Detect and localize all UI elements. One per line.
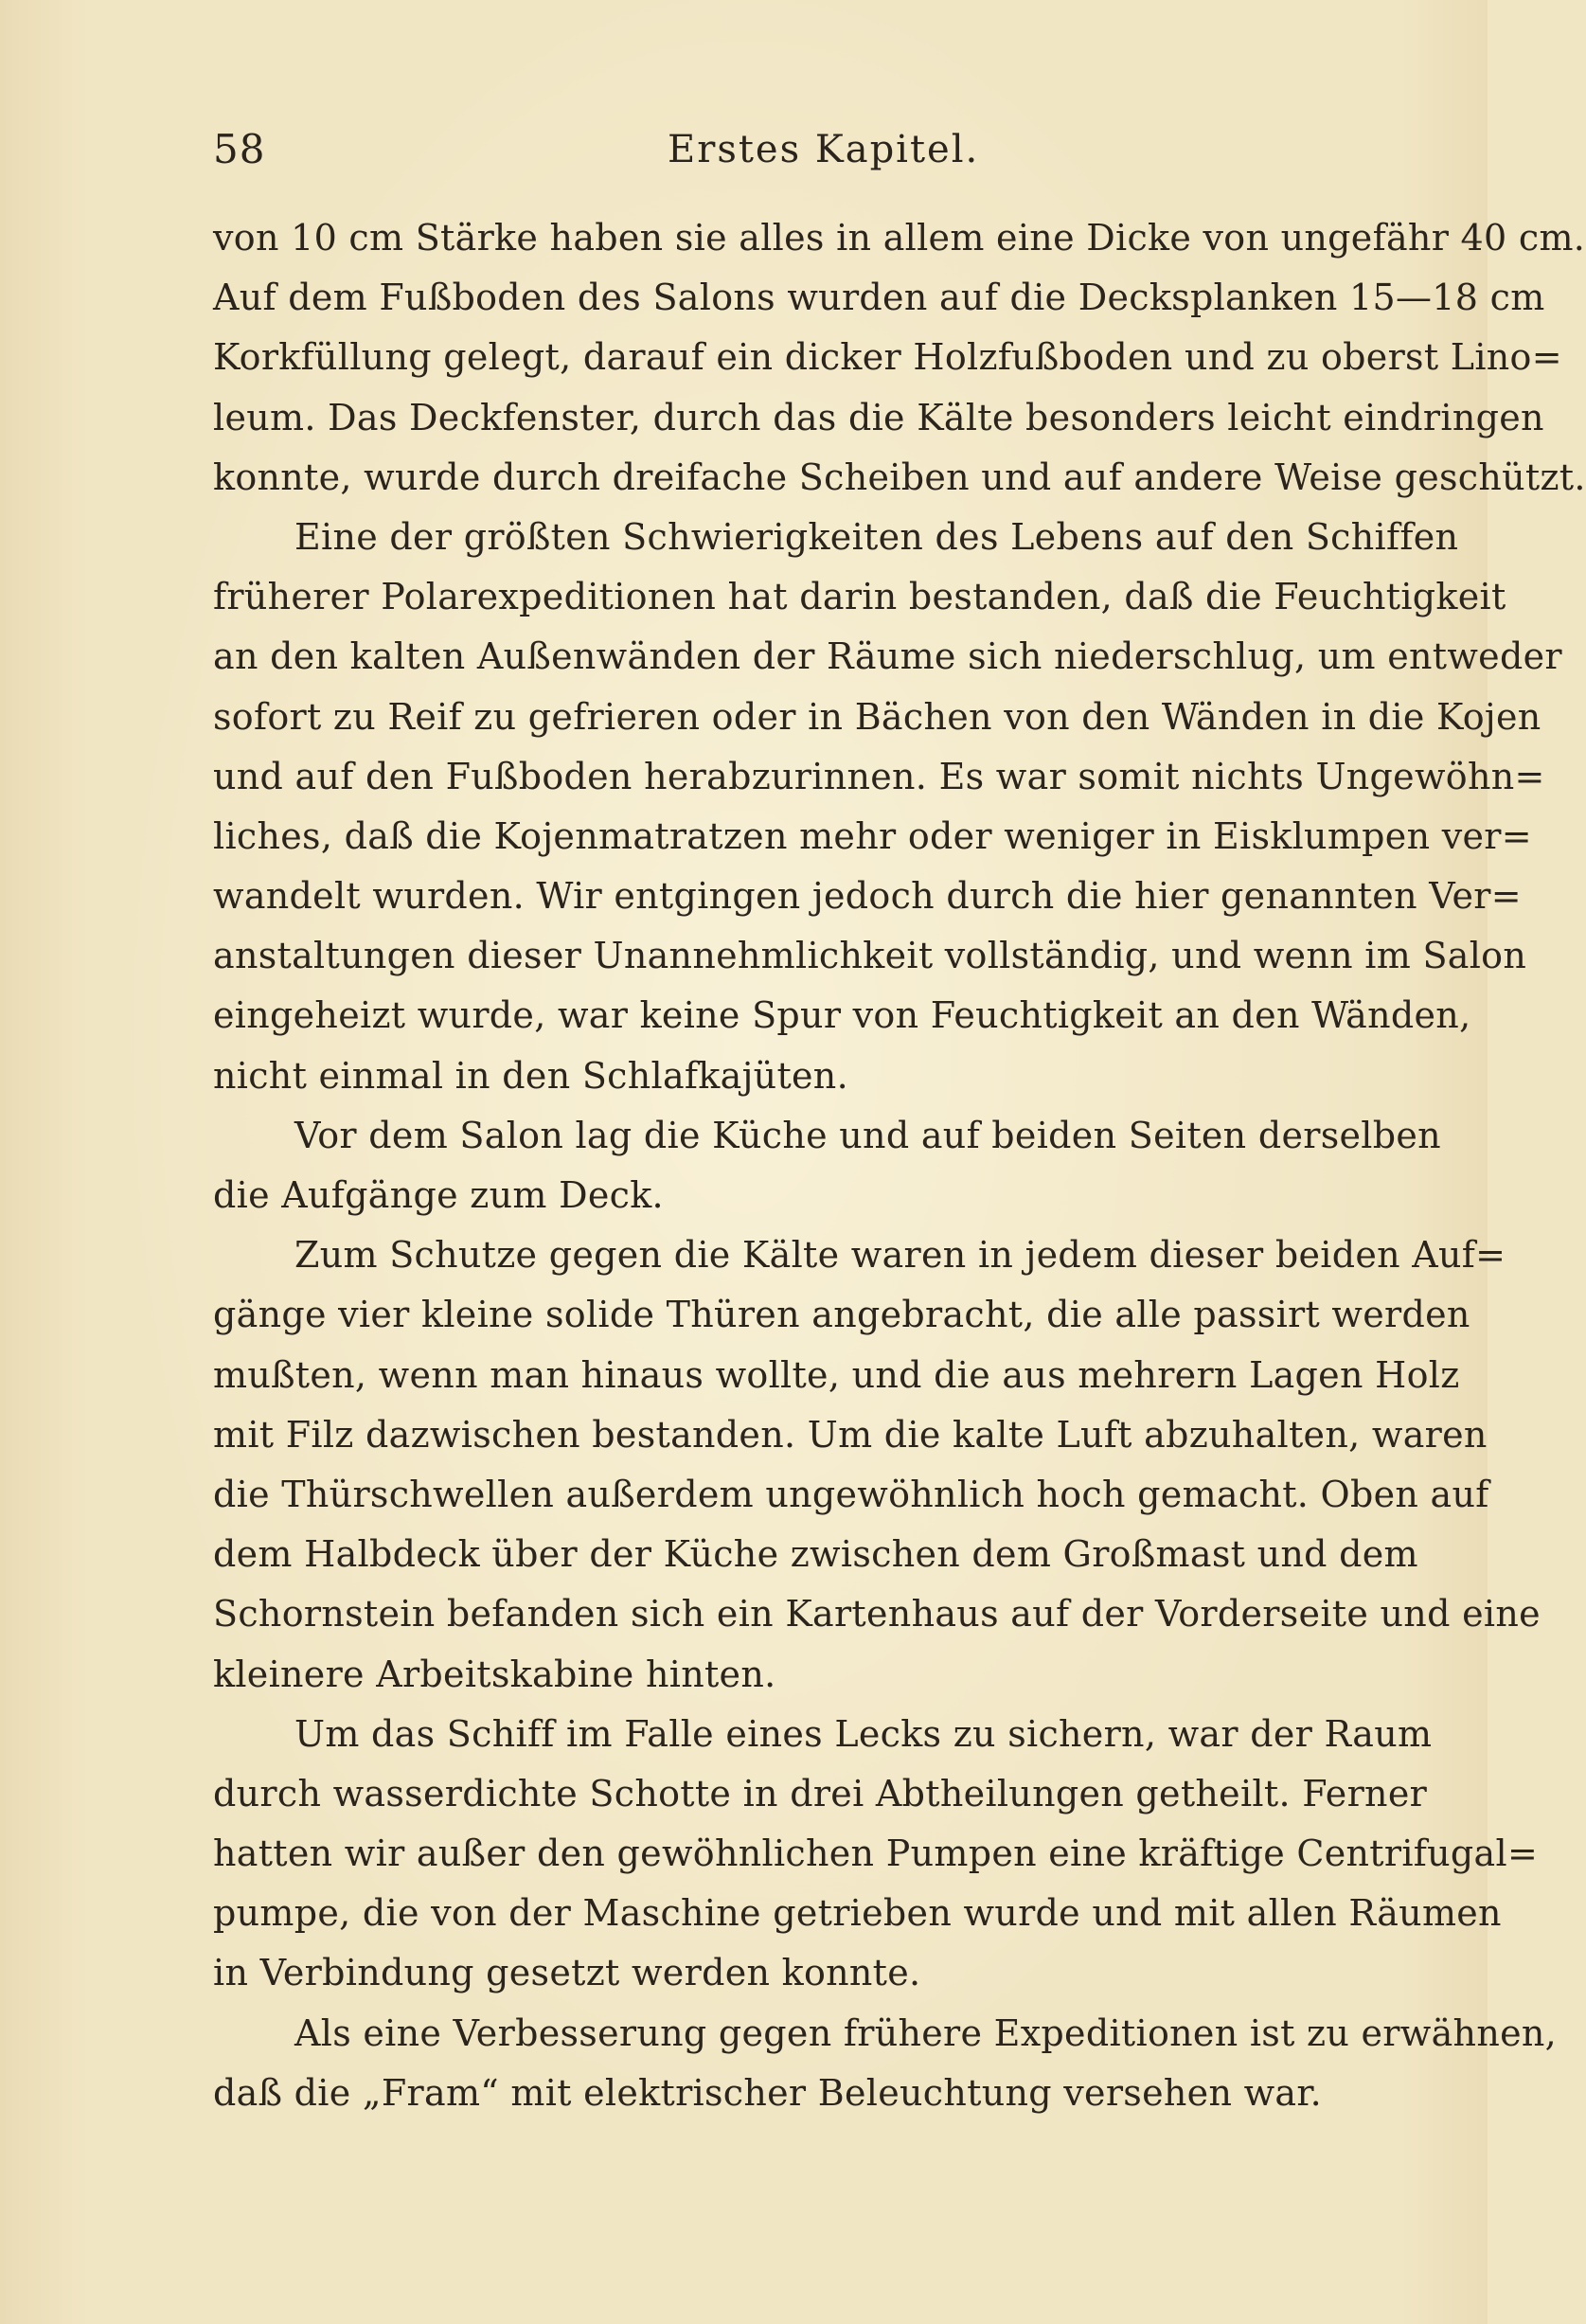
text-line: die Thürschwellen außerdem ungewöhnlich hoch gemacht. Oben auf	[213, 1473, 1489, 1515]
running-head: Erstes Kapitel.	[668, 128, 980, 171]
text-line: pumpe, die von der Maschine getrieben wurde und mit allen Räumen	[213, 1892, 1502, 1935]
text-line: Auf dem Fußboden des Salons wurden auf die Decksplanken 15—18 cm	[213, 277, 1545, 319]
text-line: Als eine Verbesserung gegen frühere Expeditionen ist zu erwähnen,	[294, 2011, 1558, 2054]
text-line: Vor dem Salon lag die Küche und auf beiden Seiten derselben	[294, 1114, 1441, 1156]
page-number: 58	[213, 126, 266, 172]
text-line: leum. Das Deckfenster, durch das die Kälte besonders leicht eindringen	[213, 396, 1544, 438]
text-line: mit Filz dazwischen bestanden. Um die kalte Luft abzuhalten, waren	[213, 1413, 1488, 1456]
text-line: eingeheizt wurde, war keine Spur von Feuchtigkeit an den Wänden,	[213, 994, 1471, 1037]
text-line: dem Halbdeck über der Küche zwischen dem Großmast und dem	[213, 1533, 1418, 1576]
text-line: von 10 cm Stärke haben sie alles in allem eine Dicke von ungefähr 40 cm.	[213, 217, 1586, 259]
text-line: Eine der größten Schwierigkeiten des Lebens auf den Schiffen	[294, 515, 1459, 558]
text-line: Schornstein befanden sich ein Kartenhaus auf der Vorderseite und eine	[213, 1593, 1541, 1636]
text-line: an den kalten Außenwänden der Räume sich niederschlug, um entweder	[213, 635, 1562, 678]
text-line: anstaltungen dieser Unannehmlichkeit vollständig, und wenn im Salon	[213, 935, 1527, 977]
text-line: die Aufgänge zum Deck.	[213, 1174, 664, 1216]
text-line: liches, daß die Kojenmatratzen mehr oder weniger in Eisklumpen ver=	[213, 814, 1532, 857]
text-line: in Verbindung gesetzt werden konnte.	[213, 1952, 921, 1994]
page-header	[213, 121, 1292, 178]
text-line: nicht einmal in den Schlafkajüten.	[213, 1054, 848, 1097]
text-line: Um das Schiff im Falle eines Lecks zu sichern, war der Raum	[294, 1712, 1433, 1755]
text-line: hatten wir außer den gewöhnlichen Pumpen eine kräftige Centrifugal=	[213, 1832, 1539, 1875]
text-line: Korkfüllung gelegt, darauf ein dicker Holzfußboden und zu oberst Lino=	[213, 336, 1562, 379]
text-line: durch wasserdichte Schotte in drei Abtheilungen getheilt. Ferner	[213, 1772, 1428, 1815]
body-text	[213, 208, 1586, 2123]
text-line: wandelt wurden. Wir entgingen jedoch durch die hier genannten Ver=	[213, 875, 1522, 918]
text-line: gänge vier kleine solide Thüren angebracht, die alle passirt werden	[213, 1294, 1470, 1336]
text-line: und auf den Fußboden herabzurinnen. Es war somit nichts Ungewöhn=	[213, 755, 1545, 797]
text-line: sofort zu Reif zu gefrieren oder in Bächen von den Wänden in die Kojen	[213, 695, 1541, 738]
text-line: früherer Polarexpeditionen hat darin bestanden, daß die Feuchtigkeit	[213, 576, 1506, 618]
text-line: mußten, wenn man hinaus wollte, und die aus mehrern Lagen Holz	[213, 1353, 1460, 1396]
text-line: Zum Schutze gegen die Kälte waren in jedem dieser beiden Auf=	[294, 1234, 1506, 1277]
text-line: kleinere Arbeitskabine hinten.	[213, 1653, 776, 1695]
text-line: daß die „Fram“ mit elektrischer Beleuchtung versehen war.	[213, 2071, 1323, 2114]
text-line: konnte, wurde durch dreifache Scheiben und auf andere Weise geschützt.	[213, 456, 1586, 498]
